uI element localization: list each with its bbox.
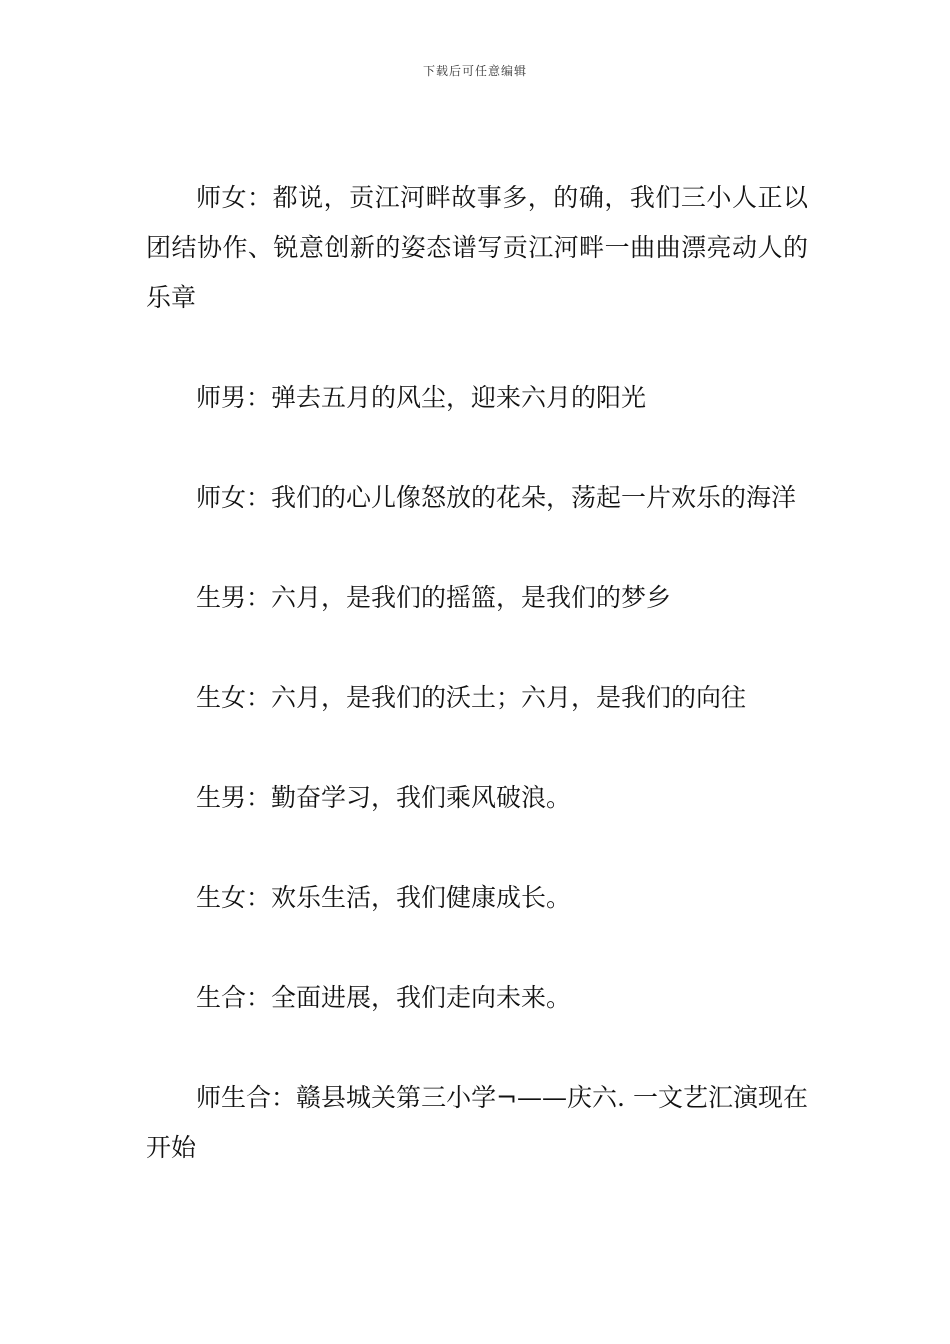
page-header: 下载后可任意编辑 bbox=[422, 64, 527, 78]
paragraph: 生女：欢乐生活，我们健康成长。 bbox=[196, 883, 572, 912]
document-body bbox=[146, 173, 808, 1223]
paragraph: 师生合：赣县城关第三小学¬——庆六. 一文艺汇演现在开始 bbox=[146, 1083, 808, 1162]
paragraph: 师男：弹去五月的风尘，迎来六月的阳光 bbox=[196, 383, 647, 412]
paragraph: 生女：六月，是我们的沃土；六月，是我们的向往 bbox=[196, 683, 747, 712]
paragraph: 生男：六月，是我们的摇篮，是我们的梦乡 bbox=[196, 583, 672, 612]
paragraph: 生男：勤奋学习，我们乘风破浪。 bbox=[196, 783, 572, 812]
paragraph: 师女：我们的心儿像怒放的花朵，荡起一片欢乐的海洋 bbox=[196, 483, 797, 512]
paragraph: 师女：都说，贡江河畔故事多，的确，我们三小人正以团结协作、锐意创新的姿态谱写贡江河畔一曲曲漂亮动人的乐章 bbox=[146, 183, 808, 312]
paragraph: 生合：全面进展，我们走向未来。 bbox=[196, 983, 572, 1012]
